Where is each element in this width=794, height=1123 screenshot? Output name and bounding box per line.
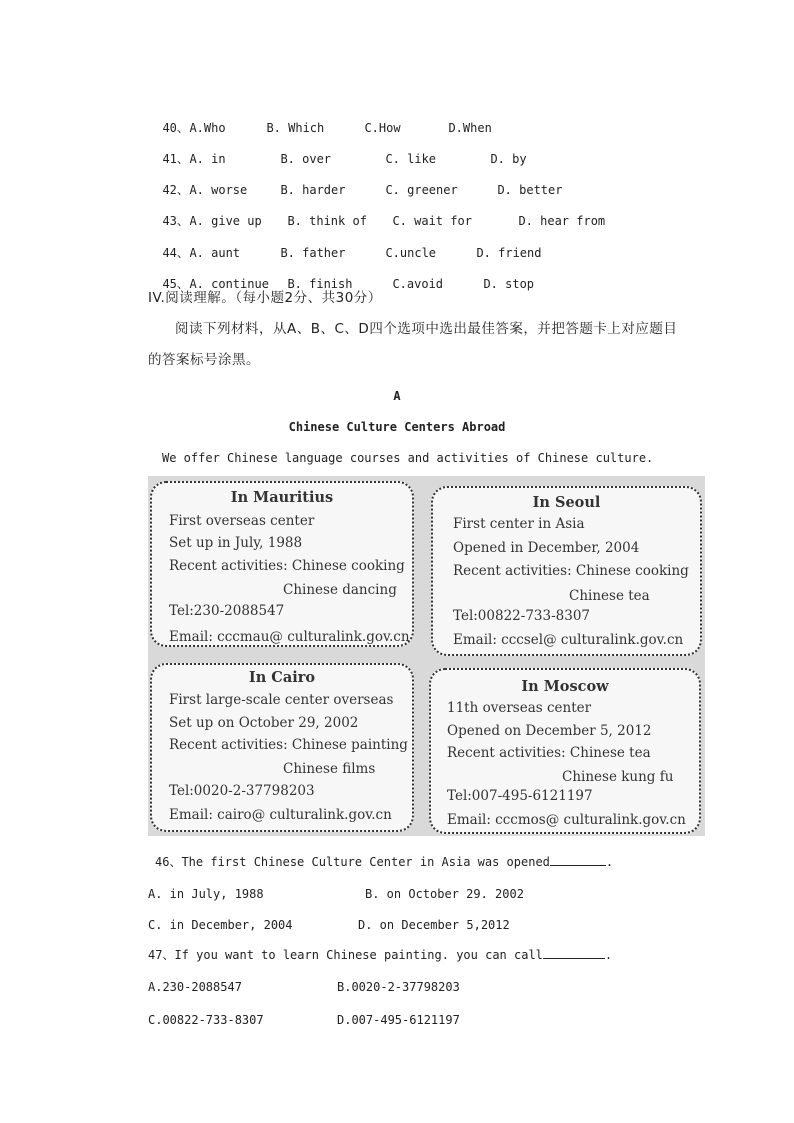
card-title: In Cairo	[248, 669, 316, 686]
activities-label: Recent activities:	[447, 745, 566, 761]
card-cairo	[150, 663, 414, 832]
question-44	[148, 229, 541, 261]
culture-centers-image	[148, 476, 705, 836]
option-a: A.230-2088547	[148, 980, 242, 994]
passage-intro: We offer Chinese language courses and activities of Chinese culture.	[162, 451, 654, 465]
option-c: C. like	[385, 152, 437, 166]
option-c: C. greener	[385, 183, 458, 197]
card-line-1: 11th overseas center	[447, 700, 592, 716]
card-email: Email: cccsel@ culturalink.gov.cn	[453, 632, 684, 648]
activity-2: Chinese films	[283, 761, 376, 777]
option-d: D. by	[490, 152, 527, 166]
option-d: D.When	[448, 121, 492, 135]
option-c: C. in December, 2004	[148, 918, 293, 932]
activity-2: Chinese dancing	[283, 582, 397, 598]
option-c: C. wait for	[392, 214, 472, 228]
question-47-options-row-2	[148, 1012, 460, 1028]
card-title: In Seoul	[532, 494, 601, 511]
card-tel: Tel:00822-733-8307	[453, 608, 591, 624]
activities-label: Recent activities:	[169, 558, 288, 574]
option-b: B. over	[280, 152, 332, 166]
passage-title: Chinese Culture Centers Abroad	[288, 420, 506, 434]
option-b: B. father	[280, 246, 346, 260]
option-a: A. worse	[189, 183, 248, 197]
option-a: A. in	[189, 152, 226, 166]
card-moscow	[429, 668, 701, 834]
question-42	[148, 166, 562, 198]
option-c: C.00822-733-8307	[148, 1013, 264, 1027]
card-title: In Moscow	[521, 678, 609, 695]
card-line-2: Set up in July, 1988	[169, 535, 303, 551]
card-line-1: First overseas center	[169, 513, 315, 529]
question-41	[148, 135, 527, 167]
card-seoul	[431, 486, 702, 656]
passage-letter: A	[393, 389, 401, 403]
option-b: B. on October 29. 2002	[365, 887, 524, 901]
card-line-2: Opened on December 5, 2012	[447, 723, 652, 739]
card-activities	[447, 745, 651, 761]
card-activities	[169, 737, 408, 753]
card-activities	[453, 563, 689, 579]
option-d: D.007-495-6121197	[337, 1013, 460, 1027]
question-number: 45、	[162, 277, 189, 291]
option-c: C.uncle	[385, 246, 437, 260]
card-tel: Tel:0020-2-37798203	[169, 783, 315, 799]
option-a: A. aunt	[189, 246, 241, 260]
option-d: D. on December 5,2012	[358, 918, 510, 932]
question-text: 47、If you want to learn Chinese painting. you can call	[148, 948, 543, 962]
card-activities	[169, 558, 405, 574]
activities-label: Recent activities:	[453, 563, 572, 579]
question-end: .	[605, 855, 614, 869]
option-d: D. hear from	[518, 214, 606, 228]
question-number: 42、	[162, 183, 189, 197]
question-number: 41、	[162, 152, 189, 166]
card-title: In Mauritius	[230, 489, 334, 506]
question-46-stem	[155, 853, 613, 870]
option-c: C.How	[364, 121, 401, 135]
card-line-2: Set up on October 29, 2002	[169, 715, 359, 731]
card-tel: Tel:230-2088547	[169, 603, 285, 619]
option-b: B. Which	[266, 121, 325, 135]
card-line-2: Opened in December, 2004	[453, 540, 640, 556]
activity-1: Chinese tea	[569, 745, 651, 761]
option-b: B. harder	[280, 183, 346, 197]
question-43	[148, 197, 605, 229]
question-46-options-row-2	[148, 917, 510, 933]
question-number: 40、	[162, 121, 189, 135]
option-d: D. stop	[483, 277, 535, 291]
option-b: B. think of	[287, 214, 367, 228]
card-email: Email: cairo@ culturalink.gov.cn	[169, 807, 392, 823]
card-email: Email: cccmau@ culturalink.gov.cn	[169, 629, 410, 645]
option-d: D. better	[497, 183, 563, 197]
question-40	[148, 104, 492, 136]
option-a: A. continue	[189, 277, 269, 291]
card-line-1: First large-scale center overseas	[169, 692, 394, 708]
option-d: D. friend	[476, 246, 542, 260]
option-c: C.avoid	[392, 277, 444, 291]
option-a: A. in July, 1988	[148, 887, 264, 901]
option-b: B.0020-2-37798203	[337, 980, 460, 994]
activities-label: Recent activities:	[169, 737, 288, 753]
option-a: A.Who	[189, 121, 226, 135]
question-number: 44、	[162, 246, 189, 260]
question-number: 43、	[162, 214, 189, 228]
question-end: .	[604, 948, 613, 962]
card-email: Email: cccmos@ culturalink.gov.cn	[447, 812, 686, 828]
question-47-options-row-1	[148, 979, 460, 995]
option-a: A. give up	[189, 214, 262, 228]
activity-2: Chinese kung fu	[562, 769, 674, 785]
section-heading: IV.阅读理解。（每小题2分、共30分）	[148, 290, 382, 306]
activity-1: Chinese cooking	[291, 558, 405, 574]
option-b: B. finish	[287, 277, 353, 291]
question-46-options-row-1	[148, 886, 524, 902]
question-47-stem	[148, 946, 612, 963]
instruction-line-1: 阅读下列材料，从A、B、C、D四个选项中选出最佳答案，并把答题卡上对应题目	[175, 321, 678, 337]
activity-1: Chinese cooking	[575, 563, 689, 579]
card-tel: Tel:007-495-6121197	[447, 788, 593, 804]
card-line-1: First center in Asia	[453, 516, 585, 532]
answer-blank	[550, 853, 606, 866]
question-text: 46、The first Chinese Culture Center in Asia was opened	[155, 855, 550, 869]
card-mauritius	[150, 481, 414, 647]
activity-1: Chinese painting	[291, 737, 408, 753]
question-45	[148, 260, 534, 292]
answer-blank	[543, 946, 605, 959]
instruction-line-2: 的答案标号涂黑。	[148, 352, 260, 368]
activity-2: Chinese tea	[569, 588, 650, 604]
